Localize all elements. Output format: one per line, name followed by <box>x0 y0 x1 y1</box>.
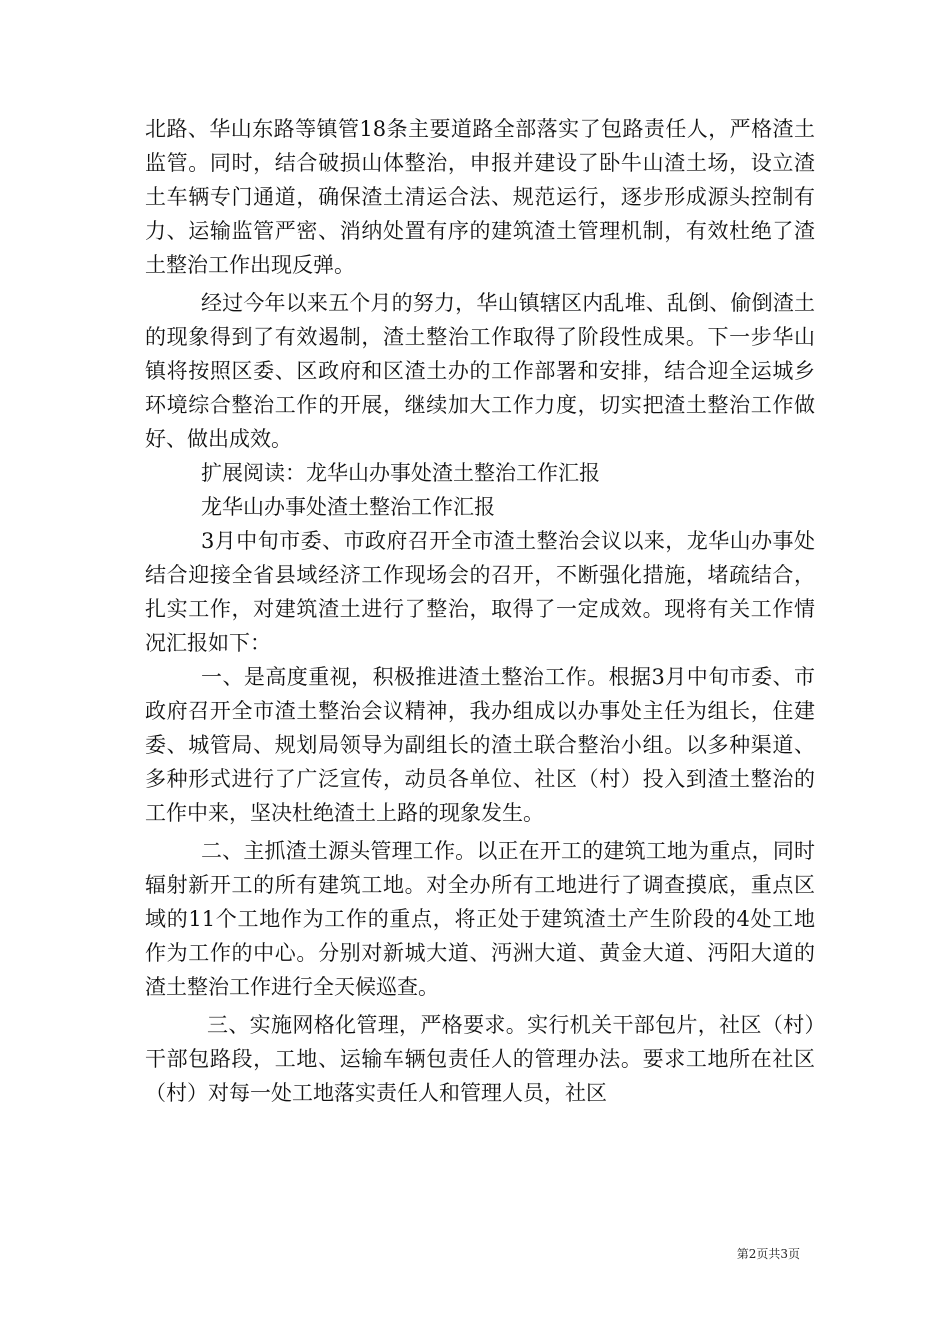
paragraph-point-3: 三、实施网格化管理，严格要求。实行机关干部包片，社区（村）干部包路段，工地、运输车辆包责任人的管理办法。要求工地所在社区（村）对每一处工地落实责任人和管理人员，社区 <box>145 1013 815 1105</box>
document-body <box>145 112 815 1110</box>
paragraph-point-2: 二、主抓渣土源头管理工作。以正在开工的建筑工地为重点，同时辐射新开工的所有建筑工地。对全办所有工地进行了调查摸底，重点区域的11个工地作为工作的重点，将正处于建筑渣土产生阶段的4处工地作为工作的中心。分别对新城大道、沔洲大道、黄金大道、沔阳大道的渣土整治工作进行全天候巡查。 <box>145 839 815 999</box>
paragraph-point-1: 一、是高度重视，积极推进渣土整治工作。根据3月中旬市委、市政府召开全市渣土整治会议精神，我办组成以办事处主任为组长，住建委、城管局、规划局领导为副组长的渣土联合整治小组。以多种渠道、多种形式进行了广泛宣传，动员各单位、社区（村）投入到渣土整治的工作中来，坚决杜绝渣土上路的现象发生。 <box>145 665 815 825</box>
extended-reading-line: 扩展阅读：龙华山办事处渣土整治工作汇报 <box>201 461 600 485</box>
paragraph-intro: 3月中旬市委、市政府召开全市渣土整治会议以来，龙华山办事处结合迎接全省县域经济工作现场会的召开，不断强化措施，堵疏结合，扎实工作，对建筑渣土进行了整治，取得了一定成效。现将有关工作情况汇报如下： <box>145 529 815 655</box>
section-title: 龙华山办事处渣土整治工作汇报 <box>201 495 495 519</box>
paragraph-2: 经过今年以来五个月的努力，华山镇辖区内乱堆、乱倒、偷倒渣土的现象得到了有效遏制，渣土整治工作取得了阶段性成果。下一步华山镇将按照区委、区政府和区渣土办的工作部署和安排，结合迎全运城乡环境综合整治工作的开展，继续加大工作力度，切实把渣土整治工作做好、做出成效。 <box>145 291 815 451</box>
page-number-footer: 第2页共3页 <box>736 1247 800 1261</box>
paragraph-1: 北路、华山东路等镇管18条主要道路全部落实了包路责任人，严格渣土监管。同时，结合破损山体整治，申报并建设了卧牛山渣土场，设立渣土车辆专门通道，确保渣土清运合法、规范运行，逐步形成源头控制有力、运输监管严密、消纳处置有序的建筑渣土管理机制，有效杜绝了渣土整治工作出现反弹。 <box>145 117 815 277</box>
